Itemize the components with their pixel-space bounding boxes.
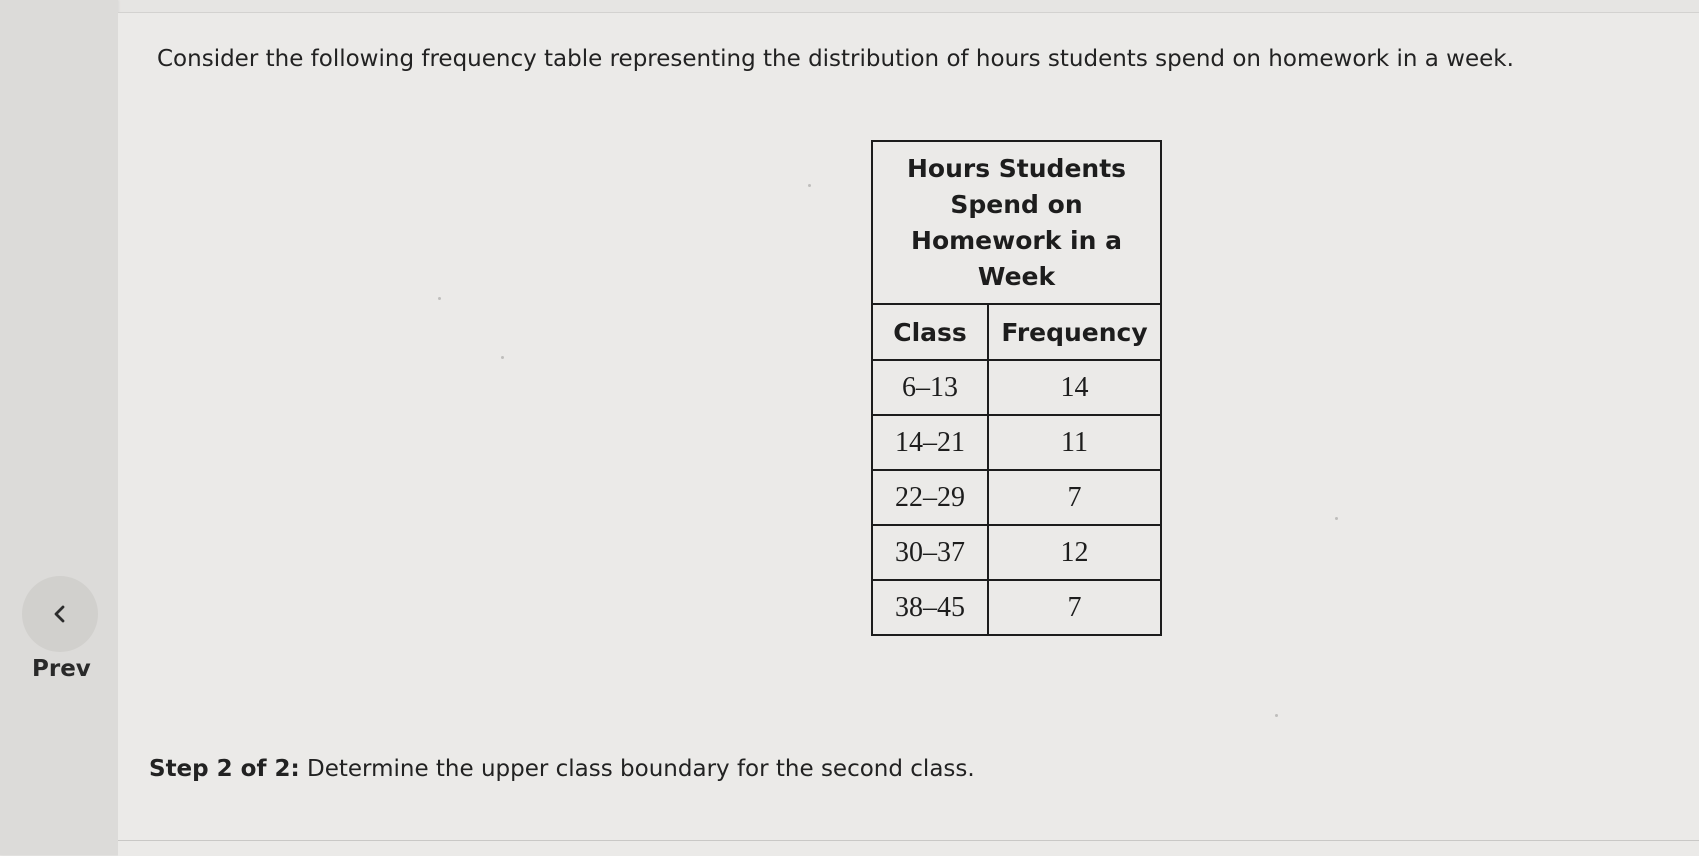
table-caption-line: Week <box>977 261 1056 291</box>
bottom-divider <box>118 840 1699 841</box>
frequency-table <box>871 140 1162 636</box>
step-label: Step 2 of 2: <box>149 756 300 782</box>
class-cell: 14–21 <box>872 415 988 470</box>
screen-speck <box>501 356 504 359</box>
table-caption-row <box>872 141 1161 304</box>
screen-speck <box>1335 517 1338 520</box>
screen-speck <box>808 184 811 187</box>
table-row <box>872 525 1161 580</box>
table-caption <box>872 141 1161 304</box>
frequency-cell: 14 <box>988 360 1161 415</box>
step-instruction <box>149 756 975 784</box>
left-navigation-rail <box>0 0 118 855</box>
screen-speck <box>438 297 441 300</box>
table-caption-line: Homework in a <box>911 225 1122 255</box>
step-prompt: Determine the upper class boundary for the second class. <box>306 756 975 782</box>
class-cell: 22–29 <box>872 470 988 525</box>
prev-icon-circle[interactable] <box>22 576 98 652</box>
table-row <box>872 580 1161 635</box>
frequency-column-header: Frequency <box>988 304 1161 360</box>
class-cell: 38–45 <box>872 580 988 635</box>
prev-label[interactable]: Prev <box>32 656 91 682</box>
table-caption-line: Hours Students <box>906 153 1127 183</box>
frequency-cell: 7 <box>988 580 1161 635</box>
screen-speck <box>1275 714 1278 717</box>
class-cell: 30–37 <box>872 525 988 580</box>
table-caption-line: Spend on <box>950 189 1083 219</box>
frequency-table-container <box>871 140 1160 636</box>
table-row <box>872 415 1161 470</box>
prev-button[interactable] <box>20 576 100 696</box>
chevron-left-icon <box>50 604 70 624</box>
question-text: Consider the following frequency table representing the distribution of hours students spend on homework in a week. <box>157 46 1514 72</box>
class-cell: 6–13 <box>872 360 988 415</box>
class-column-header: Class <box>872 304 988 360</box>
table-row <box>872 470 1161 525</box>
frequency-cell: 7 <box>988 470 1161 525</box>
frequency-cell: 11 <box>988 415 1161 470</box>
table-row <box>872 360 1161 415</box>
table-header-row <box>872 304 1161 360</box>
frequency-cell: 12 <box>988 525 1161 580</box>
